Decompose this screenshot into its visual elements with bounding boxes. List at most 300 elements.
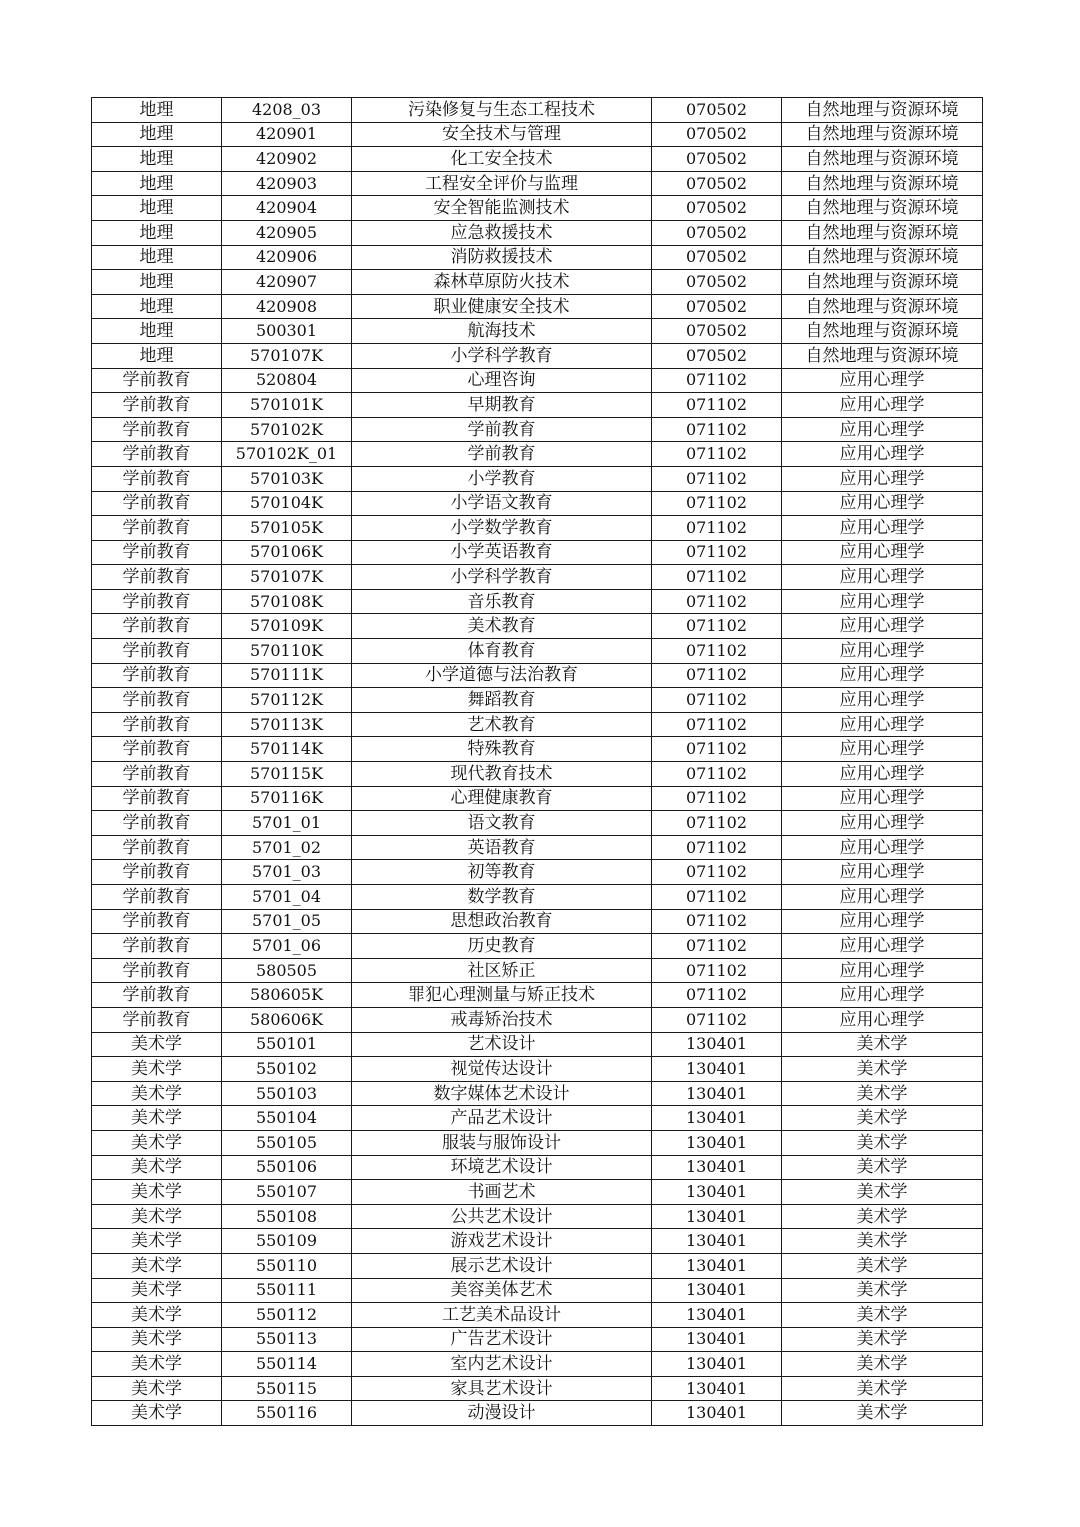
vocational-code-cell: 570105K	[222, 516, 352, 541]
subject-cell: 美术学	[92, 1401, 222, 1426]
subject-cell: 学前教育	[92, 835, 222, 860]
vocational-code-cell: 570102K	[222, 417, 352, 442]
vocational-code-cell: 570107K	[222, 565, 352, 590]
vocational-code-cell: 570103K	[222, 466, 352, 491]
undergrad-major-cell: 应用心理学	[782, 466, 983, 491]
table-row	[92, 1106, 983, 1131]
subject-cell: 学前教育	[92, 639, 222, 664]
subject-cell: 地理	[92, 98, 222, 123]
table-row	[92, 147, 983, 172]
vocational-major-cell: 心理健康教育	[352, 786, 652, 811]
undergrad-code-cell: 071102	[652, 663, 782, 688]
undergrad-major-cell: 应用心理学	[782, 885, 983, 910]
vocational-major-cell: 学前教育	[352, 417, 652, 442]
table-row	[92, 1032, 983, 1057]
undergrad-code-cell: 070502	[652, 147, 782, 172]
undergrad-code-cell: 070502	[652, 196, 782, 221]
subject-cell: 地理	[92, 270, 222, 295]
undergrad-code-cell: 070502	[652, 343, 782, 368]
vocational-code-cell: 570107K	[222, 343, 352, 368]
table-row	[92, 516, 983, 541]
undergrad-major-cell: 美术学	[782, 1032, 983, 1057]
subject-cell: 学前教育	[92, 909, 222, 934]
subject-cell: 美术学	[92, 1032, 222, 1057]
vocational-code-cell: 4208_03	[222, 98, 352, 123]
vocational-code-cell: 570112K	[222, 688, 352, 713]
table-row	[92, 466, 983, 491]
vocational-major-cell: 产品艺术设计	[352, 1106, 652, 1131]
table-row	[92, 1376, 983, 1401]
vocational-code-cell: 580505	[222, 958, 352, 983]
table-row	[92, 1155, 983, 1180]
vocational-major-cell: 工程安全评价与监理	[352, 171, 652, 196]
undergrad-major-cell: 自然地理与资源环境	[782, 319, 983, 344]
undergrad-major-cell: 美术学	[782, 1376, 983, 1401]
vocational-code-cell: 420908	[222, 294, 352, 319]
vocational-major-cell: 游戏艺术设计	[352, 1229, 652, 1254]
table-row	[92, 540, 983, 565]
undergrad-major-cell: 应用心理学	[782, 909, 983, 934]
vocational-major-cell: 航海技术	[352, 319, 652, 344]
vocational-code-cell: 570110K	[222, 639, 352, 664]
table-row	[92, 835, 983, 860]
vocational-code-cell: 550110	[222, 1253, 352, 1278]
undergrad-major-cell: 美术学	[782, 1253, 983, 1278]
subject-cell: 美术学	[92, 1081, 222, 1106]
vocational-major-cell: 应急救援技术	[352, 220, 652, 245]
undergrad-code-cell: 071102	[652, 565, 782, 590]
undergrad-code-cell: 130401	[652, 1032, 782, 1057]
undergrad-code-cell: 070502	[652, 319, 782, 344]
vocational-code-cell: 550111	[222, 1278, 352, 1303]
undergrad-major-cell: 应用心理学	[782, 983, 983, 1008]
vocational-code-cell: 420904	[222, 196, 352, 221]
undergrad-code-cell: 071102	[652, 786, 782, 811]
undergrad-major-cell: 自然地理与资源环境	[782, 245, 983, 270]
table-row	[92, 368, 983, 393]
subject-cell: 美术学	[92, 1327, 222, 1352]
undergrad-code-cell: 130401	[652, 1303, 782, 1328]
subject-cell: 学前教育	[92, 614, 222, 639]
undergrad-major-cell: 美术学	[782, 1204, 983, 1229]
vocational-code-cell: 420905	[222, 220, 352, 245]
vocational-code-cell: 550102	[222, 1057, 352, 1082]
undergrad-code-cell: 130401	[652, 1180, 782, 1205]
vocational-code-cell: 420903	[222, 171, 352, 196]
table-row	[92, 958, 983, 983]
vocational-code-cell: 5701_05	[222, 909, 352, 934]
undergrad-code-cell: 070502	[652, 171, 782, 196]
vocational-code-cell: 520804	[222, 368, 352, 393]
table-row	[92, 737, 983, 762]
vocational-major-cell: 化工安全技术	[352, 147, 652, 172]
undergrad-major-cell: 应用心理学	[782, 737, 983, 762]
subject-cell: 美术学	[92, 1155, 222, 1180]
undergrad-major-cell: 美术学	[782, 1303, 983, 1328]
subject-cell: 地理	[92, 220, 222, 245]
undergrad-major-cell: 自然地理与资源环境	[782, 98, 983, 123]
undergrad-major-cell: 应用心理学	[782, 368, 983, 393]
subject-cell: 美术学	[92, 1303, 222, 1328]
table-row	[92, 417, 983, 442]
undergrad-major-cell: 应用心理学	[782, 934, 983, 959]
vocational-major-cell: 罪犯心理测量与矫正技术	[352, 983, 652, 1008]
undergrad-major-cell: 应用心理学	[782, 860, 983, 885]
table-row	[92, 393, 983, 418]
undergrad-major-cell: 应用心理学	[782, 516, 983, 541]
table-row	[92, 614, 983, 639]
table-row	[92, 319, 983, 344]
vocational-code-cell: 570111K	[222, 663, 352, 688]
subject-cell: 学前教育	[92, 516, 222, 541]
undergrad-major-cell: 应用心理学	[782, 835, 983, 860]
vocational-major-cell: 家具艺术设计	[352, 1376, 652, 1401]
vocational-code-cell: 550103	[222, 1081, 352, 1106]
subject-cell: 学前教育	[92, 958, 222, 983]
vocational-major-cell: 艺术教育	[352, 712, 652, 737]
vocational-major-cell: 工艺美术品设计	[352, 1303, 652, 1328]
table-row	[92, 1352, 983, 1377]
subject-cell: 学前教育	[92, 885, 222, 910]
undergrad-code-cell: 071102	[652, 442, 782, 467]
undergrad-major-cell: 美术学	[782, 1081, 983, 1106]
subject-cell: 学前教育	[92, 860, 222, 885]
table-row	[92, 589, 983, 614]
table-row	[92, 1180, 983, 1205]
vocational-major-cell: 早期教育	[352, 393, 652, 418]
undergrad-code-cell: 130401	[652, 1327, 782, 1352]
vocational-major-cell: 小学教育	[352, 466, 652, 491]
subject-cell: 学前教育	[92, 368, 222, 393]
undergrad-major-cell: 应用心理学	[782, 688, 983, 713]
vocational-code-cell: 420907	[222, 270, 352, 295]
undergrad-major-cell: 美术学	[782, 1057, 983, 1082]
subject-cell: 美术学	[92, 1180, 222, 1205]
table-row	[92, 811, 983, 836]
undergrad-major-cell: 应用心理学	[782, 393, 983, 418]
vocational-code-cell: 570101K	[222, 393, 352, 418]
vocational-major-cell: 美术教育	[352, 614, 652, 639]
undergrad-code-cell: 071102	[652, 885, 782, 910]
undergrad-major-cell: 美术学	[782, 1106, 983, 1131]
undergrad-code-cell: 071102	[652, 1007, 782, 1032]
vocational-major-cell: 心理咨询	[352, 368, 652, 393]
vocational-code-cell: 550116	[222, 1401, 352, 1426]
undergrad-major-cell: 自然地理与资源环境	[782, 122, 983, 147]
subject-cell: 学前教育	[92, 663, 222, 688]
vocational-code-cell: 580605K	[222, 983, 352, 1008]
undergrad-code-cell: 130401	[652, 1253, 782, 1278]
undergrad-code-cell: 071102	[652, 466, 782, 491]
vocational-code-cell: 550114	[222, 1352, 352, 1377]
vocational-code-cell: 550112	[222, 1303, 352, 1328]
vocational-major-cell: 小学科学教育	[352, 565, 652, 590]
subject-cell: 美术学	[92, 1352, 222, 1377]
vocational-code-cell: 550113	[222, 1327, 352, 1352]
undergrad-code-cell: 071102	[652, 417, 782, 442]
table-row	[92, 343, 983, 368]
undergrad-major-cell: 应用心理学	[782, 491, 983, 516]
undergrad-major-cell: 自然地理与资源环境	[782, 220, 983, 245]
undergrad-major-cell: 美术学	[782, 1130, 983, 1155]
subject-cell: 学前教育	[92, 762, 222, 787]
vocational-major-cell: 小学英语教育	[352, 540, 652, 565]
table-row	[92, 122, 983, 147]
table-row	[92, 294, 983, 319]
table-row	[92, 565, 983, 590]
undergrad-major-cell: 应用心理学	[782, 786, 983, 811]
subject-cell: 美术学	[92, 1376, 222, 1401]
vocational-major-cell: 思想政治教育	[352, 909, 652, 934]
subject-cell: 学前教育	[92, 565, 222, 590]
vocational-code-cell: 550109	[222, 1229, 352, 1254]
undergrad-major-cell: 应用心理学	[782, 712, 983, 737]
vocational-code-cell: 420902	[222, 147, 352, 172]
subject-cell: 美术学	[92, 1106, 222, 1131]
undergrad-code-cell: 070502	[652, 270, 782, 295]
vocational-code-cell: 5701_03	[222, 860, 352, 885]
undergrad-major-cell: 自然地理与资源环境	[782, 171, 983, 196]
undergrad-code-cell: 071102	[652, 712, 782, 737]
subject-cell: 美术学	[92, 1278, 222, 1303]
undergrad-code-cell: 130401	[652, 1057, 782, 1082]
subject-cell: 地理	[92, 122, 222, 147]
subject-cell: 美术学	[92, 1130, 222, 1155]
undergrad-major-cell: 美术学	[782, 1278, 983, 1303]
vocational-code-cell: 570113K	[222, 712, 352, 737]
subject-cell: 学前教育	[92, 737, 222, 762]
subject-cell: 地理	[92, 294, 222, 319]
vocational-code-cell: 570104K	[222, 491, 352, 516]
subject-cell: 学前教育	[92, 491, 222, 516]
undergrad-code-cell: 071102	[652, 983, 782, 1008]
undergrad-code-cell: 071102	[652, 909, 782, 934]
undergrad-code-cell: 130401	[652, 1204, 782, 1229]
vocational-major-cell: 小学科学教育	[352, 343, 652, 368]
table-row	[92, 1057, 983, 1082]
undergrad-code-cell: 070502	[652, 294, 782, 319]
undergrad-code-cell: 130401	[652, 1106, 782, 1131]
undergrad-major-cell: 应用心理学	[782, 540, 983, 565]
undergrad-code-cell: 071102	[652, 762, 782, 787]
undergrad-code-cell: 071102	[652, 639, 782, 664]
table-row	[92, 171, 983, 196]
vocational-major-cell: 音乐教育	[352, 589, 652, 614]
subject-cell: 美术学	[92, 1229, 222, 1254]
vocational-code-cell: 570116K	[222, 786, 352, 811]
table-row	[92, 1204, 983, 1229]
vocational-major-cell: 初等教育	[352, 860, 652, 885]
table-row	[92, 220, 983, 245]
undergrad-major-cell: 自然地理与资源环境	[782, 196, 983, 221]
vocational-major-cell: 艺术设计	[352, 1032, 652, 1057]
vocational-major-cell: 服装与服饰设计	[352, 1130, 652, 1155]
table-row	[92, 762, 983, 787]
subject-cell: 地理	[92, 319, 222, 344]
vocational-major-cell: 数字媒体艺术设计	[352, 1081, 652, 1106]
vocational-major-cell: 安全智能监测技术	[352, 196, 652, 221]
vocational-major-cell: 体育教育	[352, 639, 652, 664]
table-row	[92, 98, 983, 123]
undergrad-code-cell: 071102	[652, 688, 782, 713]
vocational-code-cell: 550104	[222, 1106, 352, 1131]
undergrad-code-cell: 130401	[652, 1229, 782, 1254]
vocational-code-cell: 500301	[222, 319, 352, 344]
subject-cell: 学前教育	[92, 540, 222, 565]
vocational-code-cell: 570102K_01	[222, 442, 352, 467]
subject-cell: 学前教育	[92, 786, 222, 811]
table-row	[92, 245, 983, 270]
table-row	[92, 860, 983, 885]
undergrad-major-cell: 应用心理学	[782, 442, 983, 467]
undergrad-major-cell: 美术学	[782, 1327, 983, 1352]
table-row	[92, 1303, 983, 1328]
subject-cell: 学前教育	[92, 589, 222, 614]
undergrad-code-cell: 071102	[652, 368, 782, 393]
vocational-major-cell: 数学教育	[352, 885, 652, 910]
undergrad-major-cell: 美术学	[782, 1155, 983, 1180]
subject-cell: 美术学	[92, 1204, 222, 1229]
undergrad-code-cell: 071102	[652, 737, 782, 762]
undergrad-code-cell: 070502	[652, 122, 782, 147]
vocational-major-cell: 环境艺术设计	[352, 1155, 652, 1180]
undergrad-major-cell: 应用心理学	[782, 663, 983, 688]
undergrad-code-cell: 071102	[652, 860, 782, 885]
subject-cell: 学前教育	[92, 688, 222, 713]
vocational-major-cell: 历史教育	[352, 934, 652, 959]
vocational-major-cell: 消防救援技术	[352, 245, 652, 270]
table-row	[92, 1007, 983, 1032]
vocational-major-cell: 现代教育技术	[352, 762, 652, 787]
undergrad-major-cell: 美术学	[782, 1352, 983, 1377]
vocational-code-cell: 550106	[222, 1155, 352, 1180]
undergrad-major-cell: 应用心理学	[782, 958, 983, 983]
table-row	[92, 786, 983, 811]
subject-cell: 学前教育	[92, 393, 222, 418]
undergrad-code-cell: 071102	[652, 540, 782, 565]
table-row	[92, 983, 983, 1008]
vocational-major-cell: 视觉传达设计	[352, 1057, 652, 1082]
vocational-major-cell: 美容美体艺术	[352, 1278, 652, 1303]
subject-cell: 学前教育	[92, 442, 222, 467]
vocational-code-cell: 550105	[222, 1130, 352, 1155]
vocational-code-cell: 550101	[222, 1032, 352, 1057]
major-mapping-table	[91, 97, 983, 1426]
undergrad-major-cell: 自然地理与资源环境	[782, 147, 983, 172]
table-row	[92, 1130, 983, 1155]
vocational-major-cell: 职业健康安全技术	[352, 294, 652, 319]
table-row	[92, 934, 983, 959]
vocational-major-cell: 书画艺术	[352, 1180, 652, 1205]
subject-cell: 地理	[92, 147, 222, 172]
undergrad-code-cell: 071102	[652, 393, 782, 418]
vocational-code-cell: 570108K	[222, 589, 352, 614]
subject-cell: 美术学	[92, 1057, 222, 1082]
vocational-code-cell: 550107	[222, 1180, 352, 1205]
vocational-code-cell: 570109K	[222, 614, 352, 639]
vocational-major-cell: 特殊教育	[352, 737, 652, 762]
vocational-major-cell: 英语教育	[352, 835, 652, 860]
subject-cell: 学前教育	[92, 1007, 222, 1032]
vocational-major-cell: 戒毒矫治技术	[352, 1007, 652, 1032]
undergrad-code-cell: 130401	[652, 1155, 782, 1180]
undergrad-code-cell: 130401	[652, 1401, 782, 1426]
vocational-major-cell: 学前教育	[352, 442, 652, 467]
table-row	[92, 1278, 983, 1303]
table-row	[92, 196, 983, 221]
table-row	[92, 442, 983, 467]
table-row	[92, 885, 983, 910]
undergrad-code-cell: 070502	[652, 220, 782, 245]
undergrad-major-cell: 应用心理学	[782, 639, 983, 664]
undergrad-code-cell: 130401	[652, 1278, 782, 1303]
table-row	[92, 1253, 983, 1278]
vocational-major-cell: 小学道德与法治教育	[352, 663, 652, 688]
undergrad-code-cell: 071102	[652, 491, 782, 516]
subject-cell: 学前教育	[92, 934, 222, 959]
undergrad-major-cell: 美术学	[782, 1229, 983, 1254]
vocational-code-cell: 550115	[222, 1376, 352, 1401]
undergrad-major-cell: 美术学	[782, 1401, 983, 1426]
subject-cell: 美术学	[92, 1253, 222, 1278]
undergrad-major-cell: 应用心理学	[782, 589, 983, 614]
subject-cell: 地理	[92, 245, 222, 270]
table-row	[92, 1327, 983, 1352]
vocational-major-cell: 森林草原防火技术	[352, 270, 652, 295]
vocational-major-cell: 公共艺术设计	[352, 1204, 652, 1229]
undergrad-code-cell: 070502	[652, 98, 782, 123]
vocational-code-cell: 580606K	[222, 1007, 352, 1032]
table-row	[92, 1229, 983, 1254]
table-body	[92, 98, 983, 1426]
table-row	[92, 270, 983, 295]
undergrad-major-cell: 应用心理学	[782, 614, 983, 639]
undergrad-major-cell: 应用心理学	[782, 565, 983, 590]
vocational-major-cell: 小学语文教育	[352, 491, 652, 516]
undergrad-code-cell: 070502	[652, 245, 782, 270]
major-mapping-table-container	[91, 97, 982, 1426]
table-row	[92, 639, 983, 664]
table-row	[92, 491, 983, 516]
undergrad-major-cell: 美术学	[782, 1180, 983, 1205]
vocational-major-cell: 室内艺术设计	[352, 1352, 652, 1377]
undergrad-code-cell: 071102	[652, 614, 782, 639]
vocational-major-cell: 舞蹈教育	[352, 688, 652, 713]
undergrad-code-cell: 071102	[652, 589, 782, 614]
subject-cell: 学前教育	[92, 466, 222, 491]
vocational-code-cell: 5701_04	[222, 885, 352, 910]
vocational-major-cell: 小学数学教育	[352, 516, 652, 541]
vocational-code-cell: 5701_02	[222, 835, 352, 860]
subject-cell: 地理	[92, 171, 222, 196]
undergrad-code-cell: 130401	[652, 1376, 782, 1401]
table-row	[92, 688, 983, 713]
subject-cell: 地理	[92, 196, 222, 221]
subject-cell: 学前教育	[92, 712, 222, 737]
table-row	[92, 712, 983, 737]
vocational-code-cell: 5701_01	[222, 811, 352, 836]
undergrad-code-cell: 071102	[652, 516, 782, 541]
vocational-code-cell: 420901	[222, 122, 352, 147]
vocational-code-cell: 570114K	[222, 737, 352, 762]
undergrad-major-cell: 应用心理学	[782, 762, 983, 787]
undergrad-code-cell: 071102	[652, 934, 782, 959]
subject-cell: 学前教育	[92, 811, 222, 836]
subject-cell: 地理	[92, 343, 222, 368]
table-row	[92, 1401, 983, 1426]
vocational-major-cell: 语文教育	[352, 811, 652, 836]
undergrad-code-cell: 071102	[652, 811, 782, 836]
